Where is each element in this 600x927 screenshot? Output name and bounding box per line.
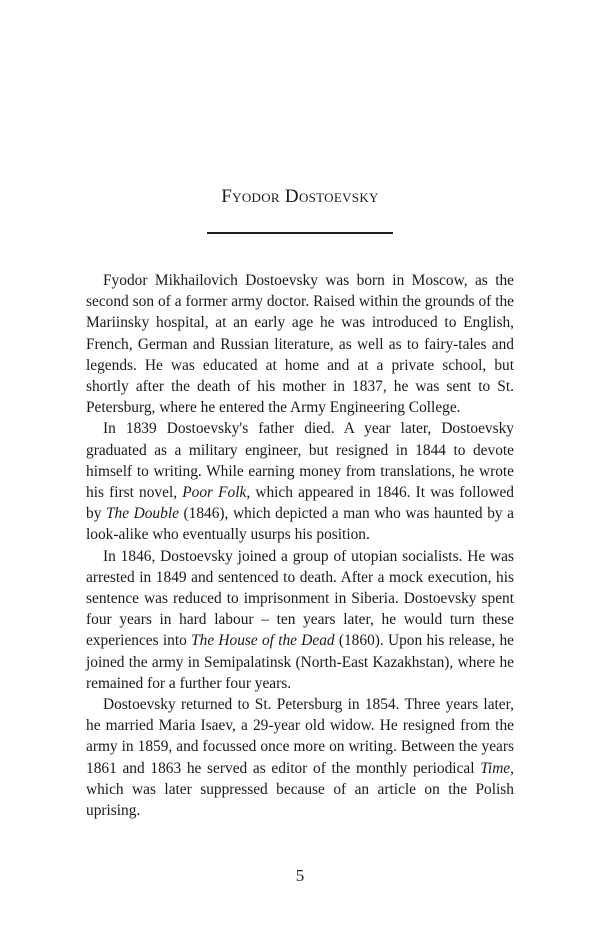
paragraph-4-text-b: , which was later suppressed because of an article on the Polish uprising. — [86, 759, 514, 820]
paragraph-1-text: Fyodor Mikhailovich Dostoevsky was born in Moscow, as the second son of a former army doctor. Raised within the grounds of the Mariinsky hospital, at an early age he was introduced to English, French, German and Russian literature, as well as to fairy-tales and legends. He was educated at home and at a private school, but shortly after the death of his mother in 1837, he was sent to St. Petersburg, where he entered the Army Engineering College. — [86, 272, 514, 417]
book-title-poor-folk: Poor Folk, — [182, 484, 251, 502]
paragraph-1 — [86, 270, 514, 418]
paragraph-3 — [86, 546, 514, 694]
body-text — [86, 270, 514, 821]
book-title-the-double: The Double — [105, 505, 179, 523]
paragraph-3-text-b: (1860). Upon his release, he joined the army in Semipalatinsk (North-East Kazakhstan), where he remained for a further four years. — [86, 632, 514, 692]
paragraph-4 — [86, 694, 514, 821]
paragraph-2-text-b: which appeared in 1846. It was followed by — [86, 484, 514, 523]
paragraph-4-text-a: Dostoevsky returned to St. Petersburg in 1854. Three years later, he married Maria Isaev, a 29-year old widow. He resigned from the army in 1859, and focussed once more on writing. Between the years 1861 and 1863 he served as editor of the monthly periodical — [86, 696, 514, 777]
page-number: 5 — [295, 866, 305, 885]
paragraph-2 — [86, 418, 514, 545]
chapter-title: Fyodor Dostoevsky — [221, 186, 379, 207]
periodical-title-time: Time — [480, 759, 511, 777]
book-title-house-of-the-dead: The House of the Dead — [191, 632, 335, 650]
paragraph-2-text-a: In 1839 Dostoevsky's father died. A year later, Dostoevsky graduated as a military engineer, but resigned in 1844 to devote himself to writing. While earning money from translations, he wrote his first novel, — [86, 420, 514, 502]
paragraph-2-text-c: (1846), which depicted a man who was haunted by a look-alike who eventually usurps his position. — [86, 505, 514, 544]
title-underline — [207, 232, 393, 234]
paragraph-3-text-a: In 1846, Dostoevsky joined a group of utopian socialists. He was arrested in 1849 and sentenced to death. After a mock execution, his sentence was reduced to imprisonment in Siberia. Dostoevsky spent four years in hard labour – ten years later, he would turn these experiences into — [86, 547, 514, 650]
